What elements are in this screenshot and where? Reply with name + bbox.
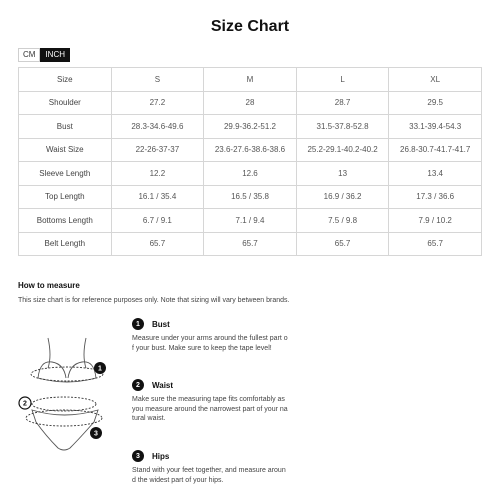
table-cell: 6.7 / 9.1 bbox=[111, 209, 204, 233]
table-cell: 29.9-36.2-51.2 bbox=[204, 115, 297, 139]
marker-2-icon bbox=[19, 397, 31, 409]
page-title: Size Chart bbox=[210, 18, 290, 35]
table-cell: 28 bbox=[204, 91, 297, 115]
table-row bbox=[19, 115, 482, 139]
table-cell: 7.5 / 9.8 bbox=[296, 209, 389, 233]
step-title: Waist bbox=[152, 380, 174, 390]
step-hips bbox=[132, 449, 332, 485]
table-cell: 25.2-29.1-40.2-40.2 bbox=[296, 138, 389, 162]
row-label: Waist Size bbox=[19, 138, 112, 162]
step-description: Stand with your feet together, and measure aroun d the widest part of your hips. bbox=[132, 467, 286, 484]
table-cell: 7.1 / 9.4 bbox=[204, 209, 297, 233]
table-row bbox=[19, 232, 482, 256]
table-cell: 16.9 / 36.2 bbox=[296, 185, 389, 209]
step-number-badge: 1 bbox=[132, 318, 144, 330]
step-number-badge: 2 bbox=[132, 379, 144, 391]
column-header: M bbox=[204, 68, 297, 92]
row-label: Bust bbox=[19, 115, 112, 139]
row-label: Sleeve Length bbox=[19, 162, 112, 186]
table-row bbox=[19, 138, 482, 162]
table-cell: 33.1-39.4-54.3 bbox=[389, 115, 482, 139]
bikini-measure-illustration bbox=[18, 330, 128, 490]
table-cell: 65.7 bbox=[296, 232, 389, 256]
table-cell: 31.5-37.8-52.8 bbox=[296, 115, 389, 139]
column-header: L bbox=[296, 68, 389, 92]
table-cell: 65.7 bbox=[111, 232, 204, 256]
table-cell: 65.7 bbox=[389, 232, 482, 256]
table-row bbox=[19, 91, 482, 115]
row-label: Belt Length bbox=[19, 232, 112, 256]
table-cell: 27.2 bbox=[111, 91, 204, 115]
table-cell: 13 bbox=[296, 162, 389, 186]
size-table bbox=[18, 67, 482, 256]
column-header: XL bbox=[389, 68, 482, 92]
table-cell: 7.9 / 10.2 bbox=[389, 209, 482, 233]
table-cell: 29.5 bbox=[389, 91, 482, 115]
step-waist bbox=[132, 378, 332, 424]
step-number-badge: 3 bbox=[132, 450, 144, 462]
how-to-measure-note: This size chart is for reference purposes only. Note that sizing will vary between brands. bbox=[18, 297, 290, 304]
row-label: Top Length bbox=[19, 185, 112, 209]
table-cell: 12.6 bbox=[204, 162, 297, 186]
svg-text:2: 2 bbox=[23, 400, 27, 408]
marker-1-icon bbox=[94, 362, 106, 374]
table-header-row bbox=[19, 68, 482, 92]
table-cell: 65.7 bbox=[204, 232, 297, 256]
table-cell: 22-26-37-37 bbox=[111, 138, 204, 162]
table-cell: 28.7 bbox=[296, 91, 389, 115]
unit-cm-button[interactable]: CM bbox=[18, 48, 40, 62]
table-row bbox=[19, 185, 482, 209]
marker-3-icon bbox=[90, 427, 102, 439]
table-cell: 16.5 / 35.8 bbox=[204, 185, 297, 209]
table-cell: 28.3-34.6-49.6 bbox=[111, 115, 204, 139]
step-description: Make sure the measuring tape fits comfortably as you measure around the narrowest part of your na tural waist. bbox=[132, 396, 288, 423]
row-label: Shoulder bbox=[19, 91, 112, 115]
table-cell: 13.4 bbox=[389, 162, 482, 186]
step-description: Measure under your arms around the fullest part o f your bust. Make sure to keep the tape level! bbox=[132, 335, 288, 352]
step-bust bbox=[132, 317, 332, 353]
column-header: S bbox=[111, 68, 204, 92]
table-row bbox=[19, 209, 482, 233]
table-cell: 16.1 / 35.4 bbox=[111, 185, 204, 209]
table-cell: 26.8-30.7-41.7-41.7 bbox=[389, 138, 482, 162]
row-label: Bottoms Length bbox=[19, 209, 112, 233]
unit-toggle bbox=[18, 48, 70, 62]
svg-text:1: 1 bbox=[98, 365, 102, 373]
table-cell: 23.6-27.6-38.6-38.6 bbox=[204, 138, 297, 162]
step-title: Bust bbox=[152, 319, 170, 329]
how-to-measure-heading: How to measure bbox=[18, 281, 80, 290]
table-cell: 12.2 bbox=[111, 162, 204, 186]
step-title: Hips bbox=[152, 451, 170, 461]
table-row bbox=[19, 162, 482, 186]
column-header: Size bbox=[19, 68, 112, 92]
svg-text:3: 3 bbox=[94, 430, 98, 438]
table-cell: 17.3 / 36.6 bbox=[389, 185, 482, 209]
unit-inch-button[interactable]: INCH bbox=[40, 48, 70, 62]
